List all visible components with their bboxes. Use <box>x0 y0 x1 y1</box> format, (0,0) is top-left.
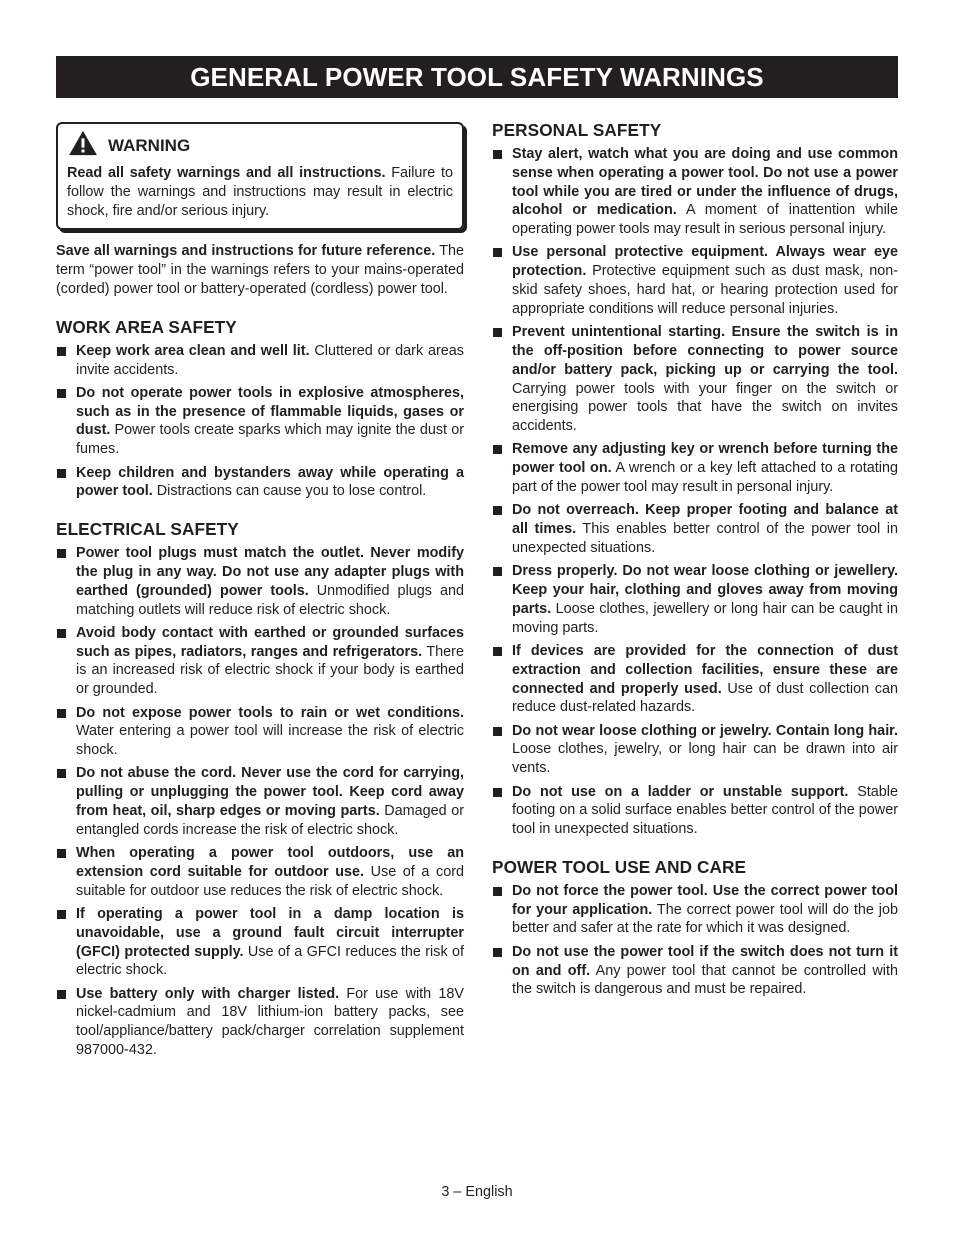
page-title: GENERAL POWER TOOL SAFETY WARNINGS <box>56 56 898 98</box>
left-sections <box>56 317 464 1060</box>
item-body-text: Any power tool that cannot be controlled with the switch is dangerous and must be repaired. <box>512 962 898 998</box>
item-body-text: The correct power tool will do the job better and safer at the rate for which it was designed. <box>512 901 898 937</box>
bullet-list <box>492 882 898 999</box>
list-item <box>56 844 464 900</box>
item-body-text: For use with 18V nickel-cadmium and 18V lithium-ion battery packs, see tool/appliance/battery pack/charger correlation supplement 987000-432. <box>76 985 464 1059</box>
item-bold-text: Do not overreach. Keep proper footing and balance at all times. <box>512 502 898 538</box>
section <box>492 857 898 999</box>
section-heading: PERSONAL SAFETY <box>492 120 662 140</box>
list-item <box>492 440 898 496</box>
item-bold-text: Remove any adjusting key or wrench before turning the power tool on. <box>512 441 898 477</box>
square-bullet-icon <box>493 150 502 159</box>
intro-body: The term “power tool” in the warnings refers to your mains-operated (corded) power tool or battery-operated (cordless) power tool. <box>56 243 464 297</box>
left-column <box>56 120 464 1064</box>
item-body-text: Damaged or entangled cords increase the risk of electric shock. <box>76 803 464 838</box>
section <box>56 519 464 1060</box>
square-bullet-icon <box>493 647 502 656</box>
square-bullet-icon <box>57 469 66 478</box>
square-bullet-icon <box>493 445 502 454</box>
list-item <box>492 943 898 999</box>
square-bullet-icon <box>57 389 66 398</box>
list-item <box>56 764 464 839</box>
warning-box <box>56 122 464 230</box>
item-bold-text: Use battery only with charger listed. <box>76 985 340 1002</box>
list-item <box>492 562 898 637</box>
right-sections <box>492 120 898 999</box>
square-bullet-icon <box>493 567 502 576</box>
item-body-text: Loose clothes, jewelry, or long hair can be drawn into air vents. <box>512 741 898 777</box>
item-body-text: Carrying power tools with your finger on the switch or energising power tools that have the switch on invites accidents. <box>512 380 898 435</box>
square-bullet-icon <box>57 990 66 999</box>
bullet-list <box>492 145 898 839</box>
item-body-text: Protective equipment such as dust mask, non-skid safety shoes, hard hat, or hearing protection used for appropriate conditions will reduce personal injuries. <box>512 263 898 317</box>
list-item <box>492 145 898 239</box>
square-bullet-icon <box>493 328 502 337</box>
item-bold-text: Prevent unintentional starting. Ensure the switch is in the off-position before connecting to power source and/or battery pack, picking up or carrying the tool. <box>512 324 898 378</box>
bullet-list <box>56 544 464 1060</box>
warning-text <box>67 164 453 220</box>
square-bullet-icon <box>57 549 66 558</box>
item-bold-text: Avoid body contact with earthed or grounded surfaces such as pipes, radiators, ranges and refrigerators. <box>76 624 464 660</box>
section <box>56 317 464 501</box>
item-bold-text: Power tool plugs must match the outlet. Never modify the plug in any way. Do not use any adapter plugs with earthed (grounded) power tools. <box>76 545 464 599</box>
list-item <box>492 783 898 839</box>
item-bold-text: Do not use the power tool if the switch does not turn it on and off. <box>512 943 898 979</box>
item-body-text: Water entering a power tool will increase the risk of electric shock. <box>76 723 464 759</box>
list-item <box>492 243 898 318</box>
item-body-text: Use of a GFCI reduces the risk of electric shock. <box>76 943 465 979</box>
square-bullet-icon <box>493 248 502 257</box>
list-item <box>56 905 464 980</box>
item-body-text: Unmodified plugs and matching outlets will reduce risk of electric shock. <box>76 582 464 618</box>
page-footer: 3 – English <box>441 1184 513 1200</box>
item-body-text: A wrench or a key left attached to a rotating part of the power tool may result in personal injury. <box>512 460 898 496</box>
item-body-text: A moment of inattention while operating power tools may result in serious personal injury. <box>512 202 898 238</box>
item-bold-text: Stay alert, watch what you are doing and use common sense when operating a power tool. Do not use a power tool while you are tired or under the influence of drugs, alcohol or medication. <box>512 146 898 219</box>
item-body-text: Stable footing on a solid surface enables better control of the power tool in unexpected situations. <box>512 783 898 838</box>
square-bullet-icon <box>493 788 502 797</box>
item-bold-text: Keep children and bystanders away while operating a power tool. <box>76 464 464 500</box>
section <box>492 120 898 839</box>
item-body-text: Power tools create sparks which may ignite the dust or fumes. <box>76 422 464 458</box>
item-bold-text: If devices are provided for the connection of dust extraction and collection facilities, ensure these are connected and properly used. <box>512 642 898 697</box>
square-bullet-icon <box>57 910 66 919</box>
list-item <box>492 722 898 778</box>
item-bold-text: Do not operate power tools in explosive atmospheres, such as in the presence of flammable liquids, gases or dust. <box>76 384 464 439</box>
item-bold-text: Dress properly. Do not wear loose clothing or jewellery. Keep your hair, clothing and gloves away from moving parts. <box>512 563 898 617</box>
list-item <box>492 323 898 436</box>
square-bullet-icon <box>57 849 66 858</box>
item-bold-text: Keep work area clean and well lit. <box>76 342 310 359</box>
square-bullet-icon <box>493 506 502 515</box>
intro-bold: Save all warnings and instructions for future reference. <box>56 243 436 260</box>
list-item <box>56 464 464 502</box>
square-bullet-icon <box>57 769 66 778</box>
warning-text-body: Failure to follow the warnings and instructions may result in electric shock, fire and/or serious injury. <box>67 165 453 219</box>
item-bold-text: If operating a power tool in a damp location is unavoidable, use a ground fault circuit interrupter (GFCI) protected supply. <box>76 906 464 960</box>
warning-heading: WARNING <box>108 136 191 155</box>
square-bullet-icon <box>57 709 66 718</box>
warning-text-bold: Read all safety warnings and all instructions. <box>67 165 386 181</box>
right-column <box>492 120 898 1004</box>
list-item <box>492 642 898 717</box>
item-body-text: Use of dust collection can reduce dust-related hazards. <box>512 680 898 716</box>
item-body-text: There is an increased risk of electric shock if your body is earthed or grounded. <box>76 643 464 698</box>
list-item <box>56 985 464 1060</box>
list-item <box>56 384 464 459</box>
section-heading: ELECTRICAL SAFETY <box>56 519 239 540</box>
list-item <box>56 342 464 380</box>
item-body-text: Distractions can cause you to lose control. <box>152 483 427 500</box>
list-item <box>492 501 898 557</box>
square-bullet-icon <box>57 347 66 356</box>
list-item <box>56 704 464 760</box>
item-bold-text: Do not abuse the cord. Never use the cord for carrying, pulling or unplugging the power tool. Keep cord away from heat, oil, sharp edges or moving parts. <box>76 765 464 820</box>
item-bold-text: Do not expose power tools to rain or wet conditions. <box>76 704 464 721</box>
item-body-text: This enables better control of the power tool in unexpected situations. <box>512 521 898 556</box>
list-item <box>56 544 464 619</box>
item-bold-text: Do not use on a ladder or unstable support. <box>512 783 849 800</box>
bullet-list <box>56 342 464 501</box>
item-bold-text: Do not wear loose clothing or jewelry. Contain long hair. <box>512 722 898 739</box>
list-item <box>492 882 898 938</box>
section-heading: POWER TOOL USE AND CARE <box>492 856 747 877</box>
item-bold-text: Use personal protective equipment. Always wear eye protection. <box>512 244 898 280</box>
section-heading: WORK AREA SAFETY <box>56 316 237 337</box>
item-body-text: Use of a cord suitable for outdoor use reduces the risk of electric shock. <box>76 863 464 899</box>
item-bold-text: Do not force the power tool. Use the correct power tool for your application. <box>512 882 898 918</box>
list-item <box>56 624 464 699</box>
square-bullet-icon <box>57 629 66 638</box>
warning-header <box>67 136 453 156</box>
item-bold-text: When operating a power tool outdoors, use an extension cord suitable for outdoor use. <box>76 845 464 880</box>
item-body-text: Loose clothes, jewellery or long hair can be caught in moving parts. <box>512 600 898 636</box>
warning-triangle-icon <box>67 130 99 156</box>
intro-paragraph <box>56 242 464 298</box>
item-body-text: Cluttered or dark areas invite accidents. <box>76 342 464 378</box>
square-bullet-icon <box>493 948 502 957</box>
square-bullet-icon <box>493 887 502 896</box>
square-bullet-icon <box>493 727 502 736</box>
